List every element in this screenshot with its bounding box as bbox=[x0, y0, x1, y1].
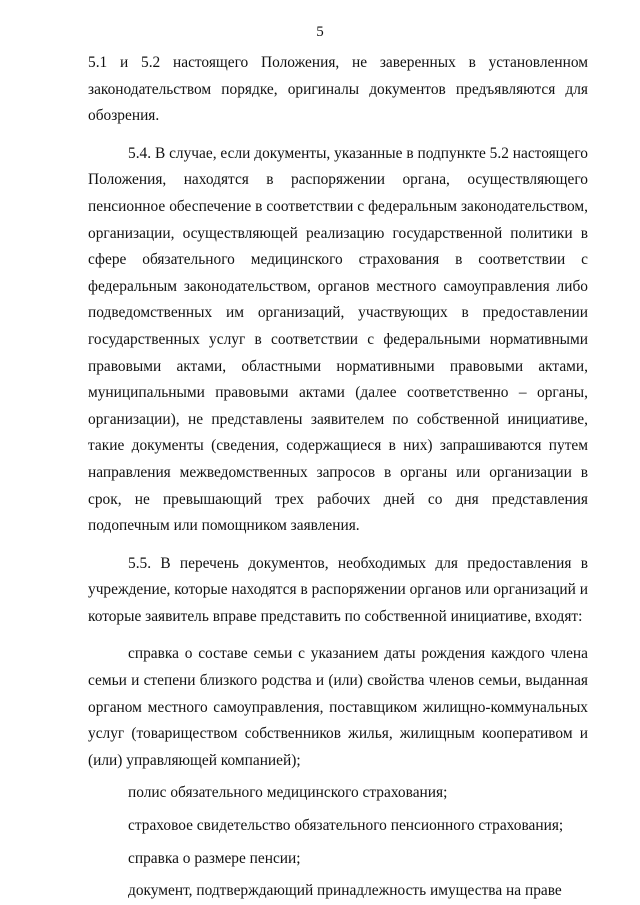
paragraph-5-5: 5.5. В перечень документов, необходимых для предоставления в учреждение, которые находятся в распоряжении органов или организаций и которые заявитель вправе представить по собственной инициативе, входят: bbox=[88, 554, 588, 625]
document-body bbox=[88, 50, 588, 905]
list-item-pension-certificate: страховое свидетельство обязательного пенсионного страхования; bbox=[128, 817, 564, 835]
list-item-pension-amount: справка о размере пенсии; bbox=[128, 849, 301, 867]
list-item-family-certificate: справка о составе семьи с указанием даты рождения каждого члена семьи и степени близкого родства и (или) свойства членов семьи, выданная органом местного самоуправления, поставщиком жилищно-коммунальных услуг (товариществом собственников жилья, жилищным кооперативом и (или) управляющей компанией); bbox=[88, 645, 588, 769]
page-number: 5 bbox=[316, 24, 324, 40]
paragraph-5-4: 5.4. В случае, если документы, указанные в подпункте 5.2 настоящего Положения, находятся в распоряжении органа, осуществляющего пенсионное обеспечение в соответствии с федеральным законодательством, организации, осуществляющей реализацию государственной политики в сфере обязательного медицинского страхования в соответствии с федеральным законодательством, органов местного самоуправления либо подведомственных им организаций, участвующих в предоставлении государственных услуг в соответствии с федеральными нормативными правовыми актами, областными нормативными правовыми актами, муниципальными правовыми актами (далее соответственно – органы, организации), не представлены заявителем по собственной инициативе, такие документы (сведения, содержащиеся в них) запрашиваются путем направления межведомственных запросов в органы или организации в срок, не превышающий трех рабочих дней со дня представления подопечным или помощником заявления. bbox=[88, 144, 588, 535]
paragraph-continuation: 5.1 и 5.2 настоящего Положения, не заверенных в установленном законодательством порядке, оригиналы документов предъявляются для обозрения. bbox=[88, 54, 588, 125]
list-item-medical-policy: полис обязательного медицинского страхования; bbox=[128, 784, 448, 802]
list-item-property-document: документ, подтверждающий принадлежность имущества на праве bbox=[128, 882, 562, 900]
